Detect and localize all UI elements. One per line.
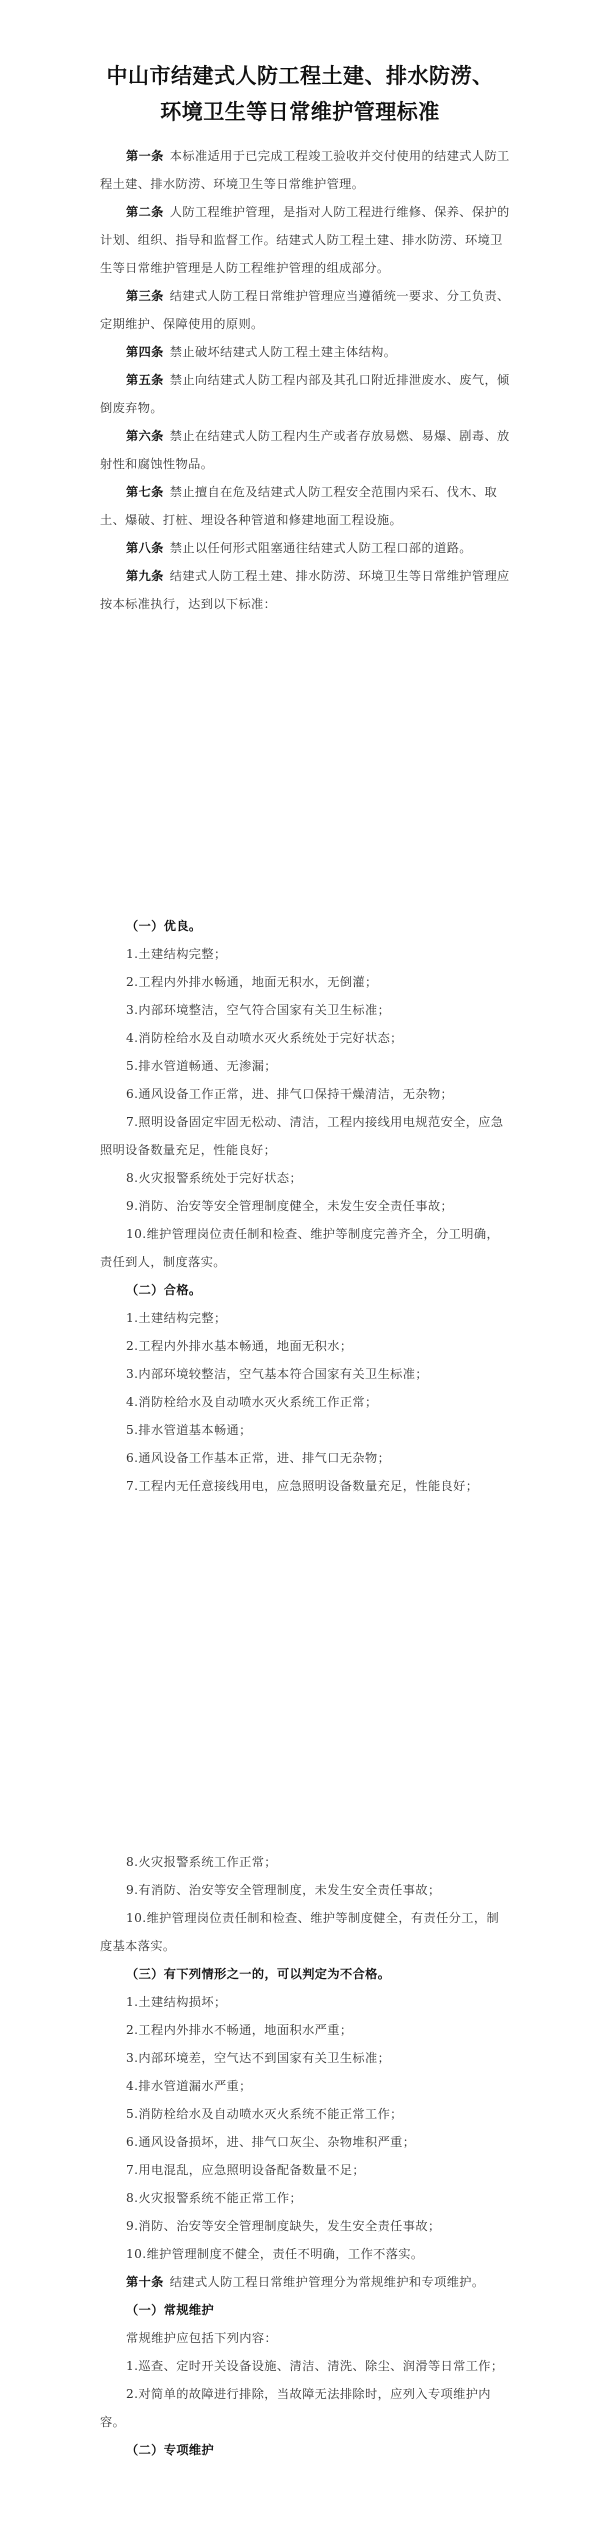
excellent-section xyxy=(100,912,510,1500)
qualified-item: 10.维护管理岗位责任制和检查、维护等制度健全，有责任分工，制度基本落实。 xyxy=(100,1911,500,1953)
excellent-item: 9.消防、治安等安全管理制度健全，未发生安全责任事故； xyxy=(126,1199,454,1213)
special-heading: （二）专项维护 xyxy=(126,2443,215,2457)
unqualified-item: 8.火灾报警系统不能正常工作； xyxy=(126,2191,303,2205)
unqualified-item: 9.消防、治安等安全管理制度缺失，发生安全责任事故； xyxy=(126,2219,441,2233)
qualified-continued-section xyxy=(100,1848,510,2464)
document-title xyxy=(0,0,600,130)
article-7: 第七条 禁止擅自在危及结建式人防工程安全范围内采石、伐木、取土、爆破、打桩、埋设各种管道和修建地面工程设施。 xyxy=(100,485,498,527)
unqualified-heading: （三）有下列情形之一的，可以判定为不合格。 xyxy=(126,1967,391,1981)
qualified-heading: （二）合格。 xyxy=(126,1283,202,1297)
article-6: 第六条 禁止在结建式人防工程内生产或者存放易燃、易爆、剧毒、放射性和腐蚀性物品。 xyxy=(100,429,510,471)
unqualified-item: 3.内部环境差，空气达不到国家有关卫生标准； xyxy=(126,2051,391,2065)
article-5: 第五条 禁止向结建式人防工程内部及其孔口附近排泄废水、废气，倾倒废弃物。 xyxy=(100,373,510,415)
unqualified-item: 7.用电混乱，应急照明设备配备数量不足； xyxy=(126,2163,366,2177)
excellent-item: 5.排水管道畅通、无渗漏； xyxy=(126,1059,277,1073)
routine-item: 2.对简单的故障进行排除，当故障无法排除时，应列入专项维护内容。 xyxy=(100,2387,491,2429)
excellent-heading: （一）优良。 xyxy=(126,919,202,933)
qualified-item: 7.工程内无任意接线用电，应急照明设备数量充足，性能良好； xyxy=(126,1479,479,1493)
unqualified-item: 4.排水管道漏水严重； xyxy=(126,2079,252,2093)
qualified-item: 1.土建结构完整； xyxy=(126,1311,227,1325)
article-8: 第八条 禁止以任何形式阻塞通往结建式人防工程口部的道路。 xyxy=(126,541,472,555)
excellent-item: 1.土建结构完整； xyxy=(126,947,227,961)
article-9: 第九条 结建式人防工程土建、排水防涝、环境卫生等日常维护管理应按本标准执行，达到以下标准： xyxy=(100,569,510,611)
qualified-item: 3.内部环境较整洁，空气基本符合国家有关卫生标准； xyxy=(126,1367,428,1381)
article-4: 第四条 禁止破坏结建式人防工程土建主体结构。 xyxy=(126,345,397,359)
excellent-item: 2.工程内外排水畅通，地面无积水，无倒灌； xyxy=(126,975,378,989)
unqualified-item: 6.通风设备损坏，进、排气口灰尘、杂物堆积严重； xyxy=(126,2135,416,2149)
article-1: 第一条 本标准适用于已完成工程竣工验收并交付使用的结建式人防工程土建、排水防涝、环境卫生等日常维护管理。 xyxy=(100,149,510,191)
unqualified-item: 5.消防栓给水及自动喷水灭火系统不能正常工作； xyxy=(126,2107,403,2121)
qualified-item: 4.消防栓给水及自动喷水灭火系统工作正常； xyxy=(126,1395,378,1409)
excellent-item: 4.消防栓给水及自动喷水灭火系统处于完好状态； xyxy=(126,1031,403,1045)
title-line-1: 中山市结建式人防工程土建、排水防涝、 xyxy=(106,64,494,88)
qualified-item: 6.通风设备工作基本正常，进、排气口无杂物； xyxy=(126,1451,391,1465)
article-10: 第十条 结建式人防工程日常维护管理分为常规维护和专项维护。 xyxy=(126,2275,485,2289)
articles-section xyxy=(100,142,510,618)
routine-item: 1.巡查、定时开关设备设施、清洁、清洗、除尘、润滑等日常工作； xyxy=(126,2359,504,2373)
qualified-item: 2.工程内外排水基本畅通，地面无积水； xyxy=(126,1339,353,1353)
excellent-item: 7.照明设备固定牢固无松动、清洁，工程内接线用电规范安全，应急照明设备数量充足，性能良好； xyxy=(100,1115,504,1157)
excellent-item: 10.维护管理岗位责任制和检查、维护等制度完善齐全，分工明确，责任到人，制度落实。 xyxy=(100,1227,500,1269)
excellent-item: 6.通风设备工作正常，进、排气口保持干燥清洁，无杂物； xyxy=(126,1087,454,1101)
unqualified-item: 1.土建结构损坏； xyxy=(126,1995,227,2009)
unqualified-item: 10.维护管理制度不健全，责任不明确，工作不落实。 xyxy=(126,2247,424,2261)
qualified-item: 8.火灾报警系统工作正常； xyxy=(126,1855,277,1869)
article-2: 第二条 人防工程维护管理，是指对人防工程进行维修、保养、保护的计划、组织、指导和监督工作。结建式人防工程土建、排水防涝、环境卫生等日常维护管理是人防工程维护管理的组成部分。 xyxy=(100,205,510,275)
excellent-item: 8.火灾报警系统处于完好状态； xyxy=(126,1171,303,1185)
qualified-item: 5.排水管道基本畅通； xyxy=(126,1423,252,1437)
excellent-item: 3.内部环境整洁，空气符合国家有关卫生标准； xyxy=(126,1003,391,1017)
routine-intro: 常规维护应包括下列内容： xyxy=(126,2331,278,2345)
article-3: 第三条 结建式人防工程日常维护管理应当遵循统一要求、分工负责、定期维护、保障使用的原则。 xyxy=(100,289,510,331)
routine-heading: （一）常规维护 xyxy=(126,2303,215,2317)
unqualified-item: 2.工程内外排水不畅通，地面积水严重； xyxy=(126,2023,353,2037)
title-line-2: 环境卫生等日常维护管理标准 xyxy=(160,100,440,124)
qualified-item: 9.有消防、治安等安全管理制度，未发生安全责任事故； xyxy=(126,1883,441,1897)
